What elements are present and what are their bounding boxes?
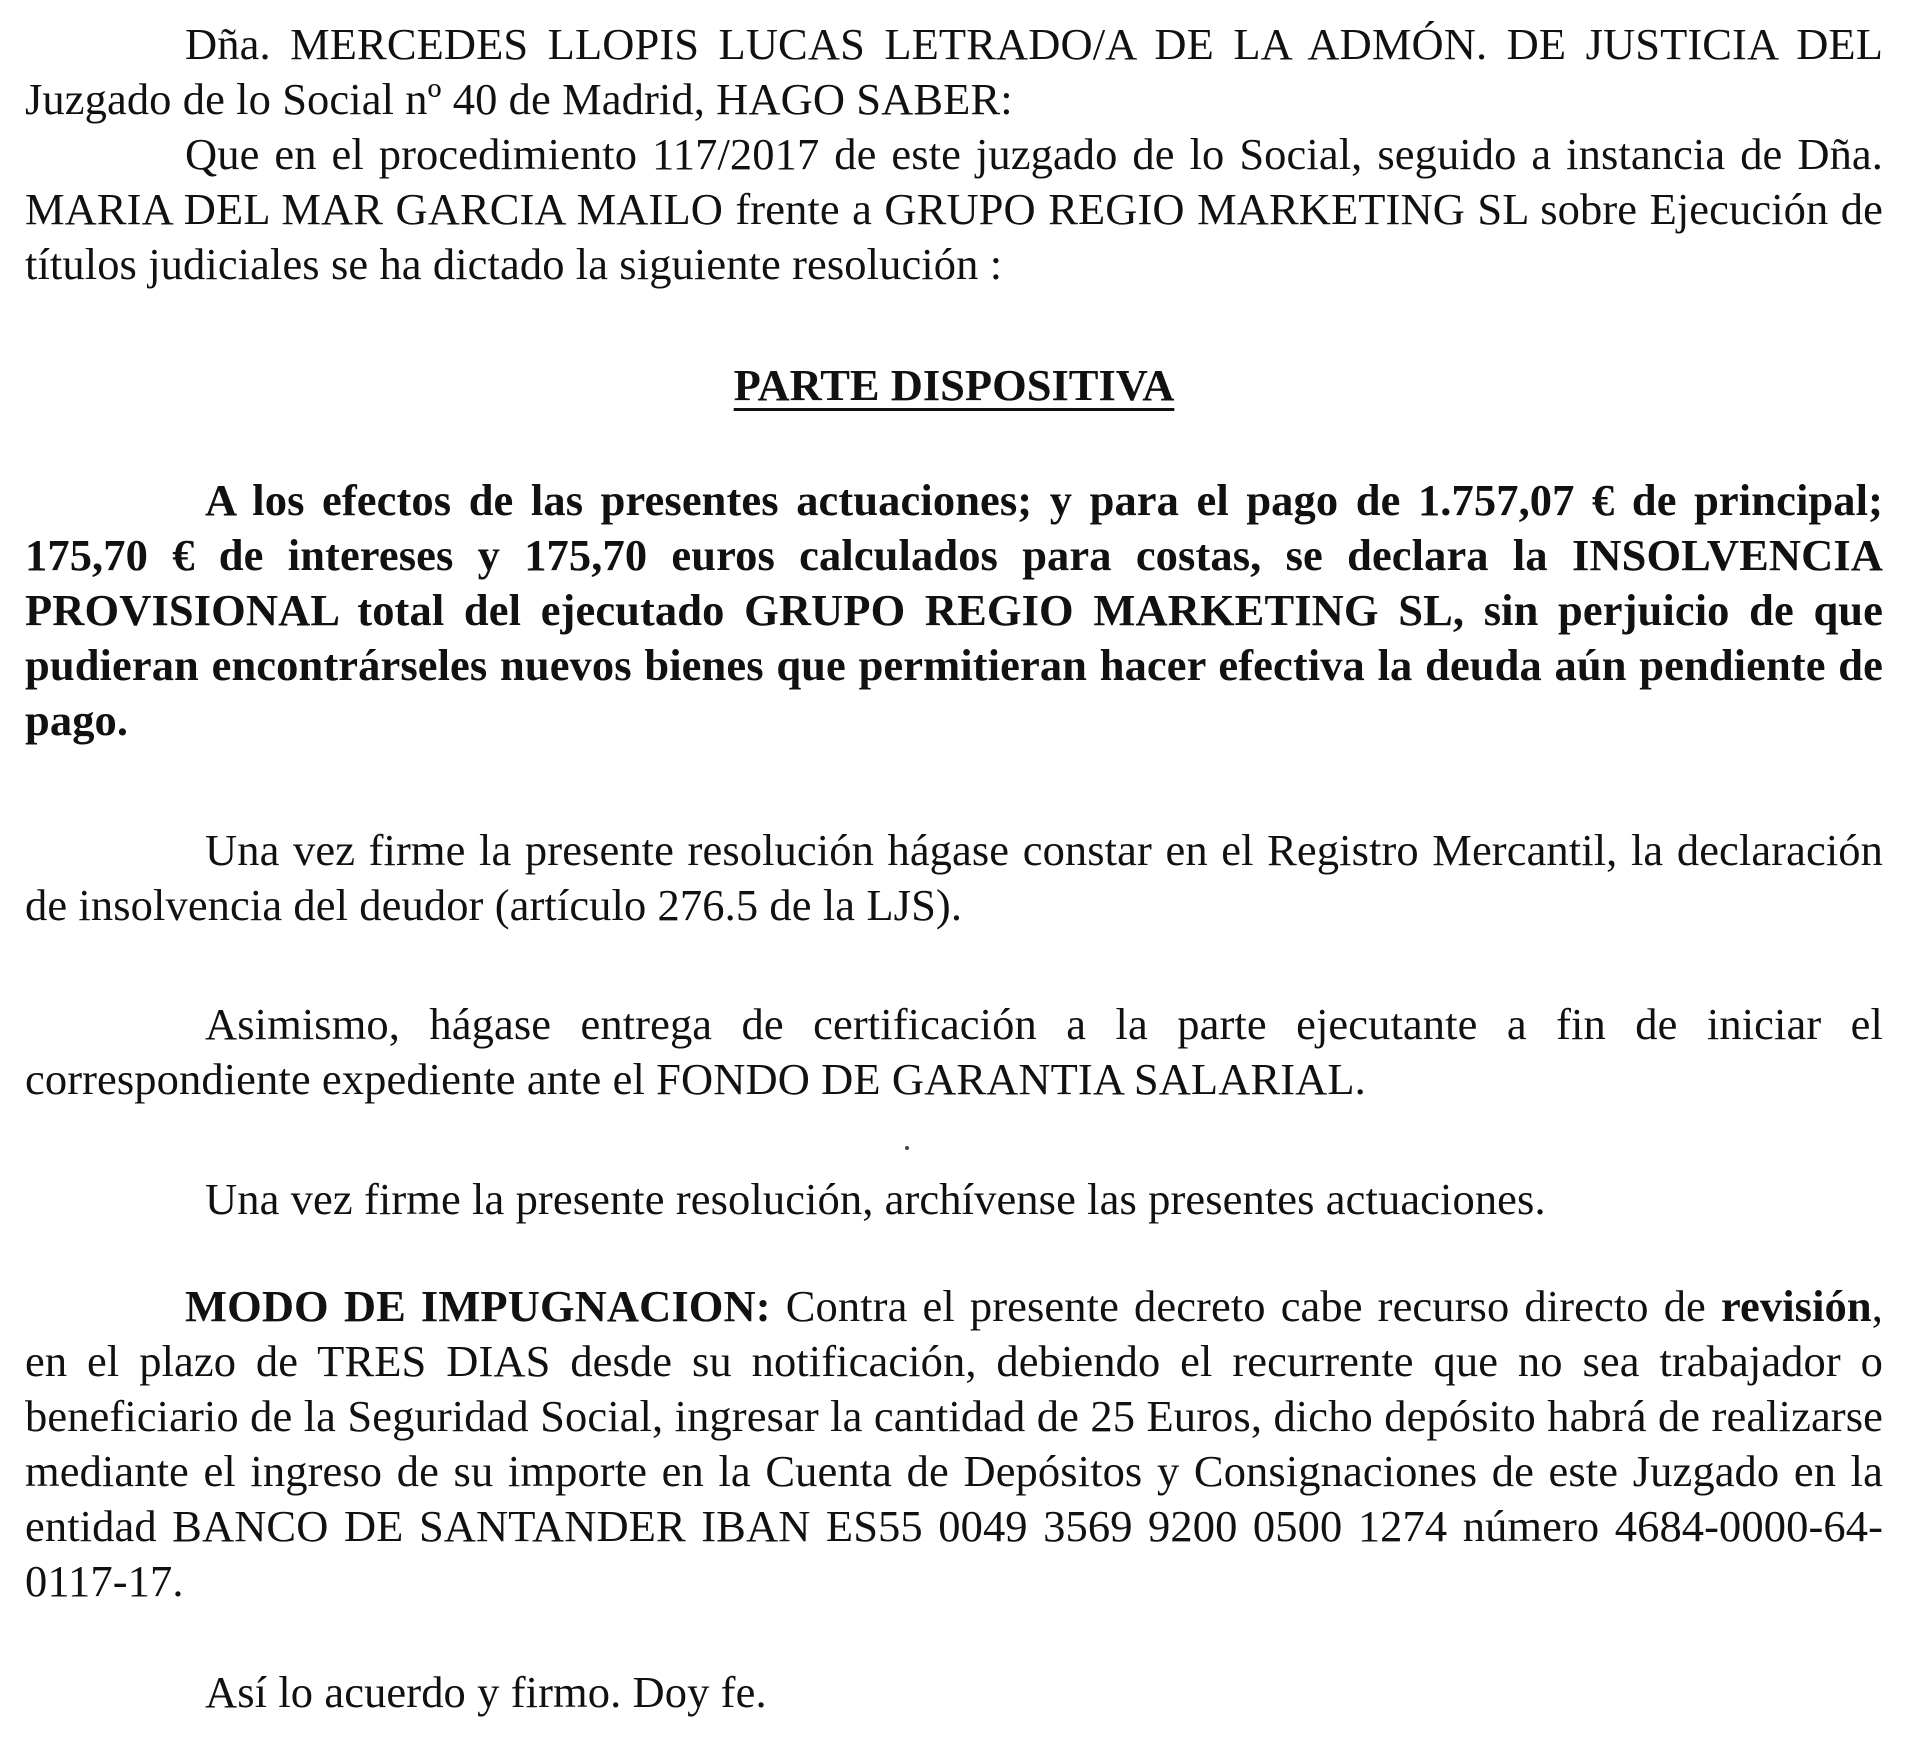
intro-paragraph	[25, 17, 1883, 127]
appeal-paragraph	[25, 1279, 1883, 1609]
closing-paragraph	[25, 1665, 1883, 1720]
appeal-text-2: , en el plazo de TRES DIAS desde su notificación, debiendo el recurrente que no sea trabajador o beneficiario de la Seguridad Social, ingresar la cantidad de 25 Euros, dicho depósito habrá de realizarse mediante el ingreso de su importe en la Cuenta de Depósitos y Consignaciones de este Juzgado en la entidad BANCO DE SANTANDER IBAN ES55 0049 3569 9200 0500 1274 número 4684-0000-64-0117-17.	[25, 1281, 1883, 1606]
procedure-paragraph	[25, 127, 1883, 292]
registry-text: Una vez firme la presente resolución hágase constar en el Registro Mercantil, la declaración de insolvencia del deudor (artículo 276.5 de la LJS).	[25, 825, 1883, 930]
archive-text: Una vez firme la presente resolución, archívense las presentes actuaciones.	[205, 1174, 1546, 1224]
closing-text: Así lo acuerdo y firmo. Doy fe.	[205, 1667, 767, 1717]
certification-text: Asimismo, hágase entrega de certificación a la parte ejecutante a fin de iniciar el correspondiente expediente ante el FONDO DE GARANTIA SALARIAL.	[25, 999, 1883, 1104]
section-heading-text: PARTE DISPOSITIVA	[733, 360, 1175, 410]
intro-text: Dña. MERCEDES LLOPIS LUCAS LETRADO/A DE LA ADMÓN. DE JUSTICIA DEL Juzgado de lo Social nº 40 de Madrid, HAGO SABER:	[25, 19, 1883, 124]
ruling-text: A los efectos de las presentes actuaciones; y para el pago de 1.757,07 € de principal; 175,70 € de intereses y 175,70 euros calculados para costas, se declara la INSOLVENCIA PROVISIONAL total del ejecutado GRUPO REGIO MARKETING SL, sin perjuicio de que pudieran encontrárseles nuevos bienes que permitieran hacer efectiva la deuda aún pendiente de pago.	[25, 475, 1883, 745]
archive-paragraph	[25, 1172, 1883, 1227]
ruling-paragraph	[25, 473, 1883, 748]
certification-paragraph	[25, 997, 1883, 1107]
appeal-text-1: Contra el presente decreto cabe recurso directo de	[770, 1281, 1721, 1331]
appeal-label: MODO DE IMPUGNACION:	[185, 1281, 771, 1331]
document-page	[25, 0, 1883, 1752]
section-heading	[25, 358, 1883, 413]
procedure-text: Que en el procedimiento 117/2017 de este juzgado de lo Social, seguido a instancia de Dña. MARIA DEL MAR GARCIA MAILO frente a GRUPO REGIO MARKETING SL sobre Ejecución de títulos judiciales se ha dictado la siguiente resolución :	[25, 129, 1883, 289]
appeal-bold-word: revisión	[1720, 1281, 1872, 1331]
stray-dot-mark	[905, 1146, 909, 1150]
registry-paragraph	[25, 823, 1883, 933]
